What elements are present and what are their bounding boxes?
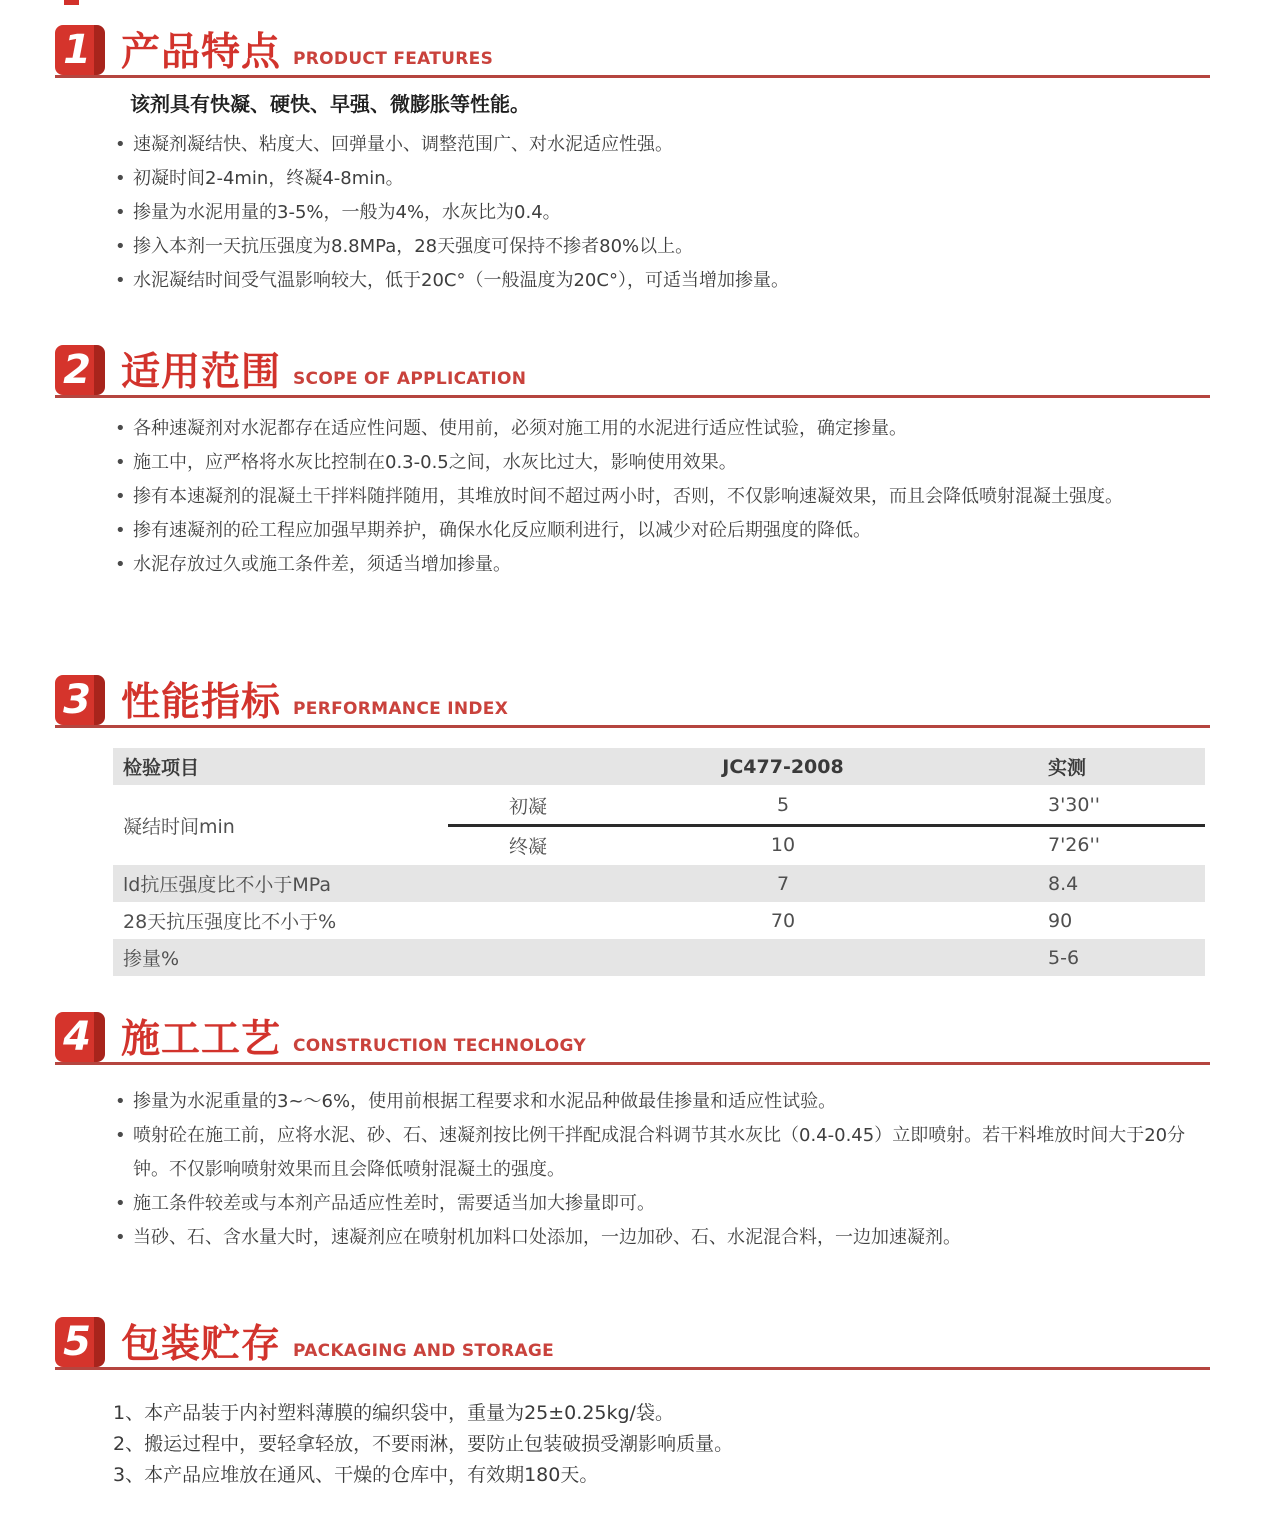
section-subtitle-en: SCOPE OF APPLICATION	[293, 369, 527, 389]
row-label: ld抗压强度比不小于MPa	[123, 874, 331, 896]
measured-value: 3'30''	[1048, 794, 1100, 816]
standard-value: 70	[770, 909, 796, 932]
standard-value: 7	[776, 872, 790, 895]
standard-value: 5	[776, 794, 790, 816]
table-row-dosage	[113, 939, 1205, 976]
measured-value: 8.4	[1048, 872, 1079, 895]
section-title: 产品特点	[121, 30, 282, 75]
construction-bullet-list	[55, 1085, 1210, 1255]
sub-label-initial-set: 初凝	[508, 795, 547, 818]
features-bullet-list	[55, 128, 1210, 298]
list-item: 1、本产品装于内衬塑料薄膜的编织袋中，重量为25±0.25kg/袋。	[113, 1402, 674, 1424]
bullet-item: • 速凝剂凝结快、粘度大、回弹量小、调整范围广、对水泥适应性强。	[133, 128, 1210, 162]
section-number-badge: 3	[55, 675, 105, 725]
row-label: 凝结时间min	[123, 815, 235, 838]
section-header	[55, 675, 1210, 728]
section-title: 适用范围	[121, 350, 282, 395]
row-label: 掺量%	[123, 948, 180, 970]
section-subtitle-en: PACKAGING AND STORAGE	[293, 1341, 555, 1361]
section-scope-of-application	[55, 345, 1210, 582]
section-header	[55, 1317, 1210, 1370]
section-title: 性能指标	[121, 680, 282, 725]
section-product-features	[55, 25, 1210, 298]
column-header-measured: 实测	[1048, 757, 1087, 779]
bullet-item: • 施工条件较差或与本剂产品适应性差时，需要适当加大掺量即可。	[133, 1187, 1210, 1221]
bullet-item: • 掺量为水泥用量的3-5%，一般为4%，水灰比为0.4。	[133, 196, 1210, 230]
section-header	[55, 25, 1210, 78]
bullet-item: • 施工中，应严格将水灰比控制在0.3-0.5之间，水灰比过大，影响使用效果。	[133, 446, 1210, 480]
measured-value: 7'26''	[1048, 834, 1100, 856]
table-row-setting-time	[113, 785, 1205, 865]
scope-bullet-list	[55, 412, 1210, 582]
packaging-numbered-list	[55, 1398, 1210, 1491]
list-item: 2、搬运过程中，要轻拿轻放，不要雨淋，要防止包装破损受潮影响质量。	[113, 1433, 734, 1455]
section-title: 包装贮存	[121, 1322, 282, 1367]
section-number-badge: 2	[55, 345, 105, 395]
standard-value: 10	[770, 834, 796, 856]
column-header-item: 检验项目	[123, 757, 200, 779]
setting-time-divider-line	[448, 824, 1205, 827]
bullet-item: • 掺入本剂一天抗压强度为8.8MPa，28天强度可保持不掺者80%以上。	[133, 230, 1210, 264]
bullet-item: • 各种速凝剂对水泥都存在适应性问题、使用前，必须对施工用的水泥进行适应性试验，确定掺量。	[133, 412, 1210, 446]
bullet-item: • 当砂、石、含水量大时，速凝剂应在喷射机加料口处添加，一边加砂、石、水泥混合料，一边加速凝剂。	[133, 1221, 1210, 1255]
bullet-item: • 水泥凝结时间受气温影响较大，低于20C°（一般温度为20C°），可适当增加掺量。	[133, 264, 1210, 298]
section-construction-technology	[55, 1012, 1210, 1255]
performance-table	[113, 748, 1205, 976]
sub-label-final-set: 终凝	[508, 835, 547, 858]
bullet-item: • 掺有本速凝剂的混凝土干拌料随拌随用，其堆放时间不超过两小时，否则，不仅影响速凝效果，而且会降低喷射混凝土强度。	[133, 480, 1210, 514]
section-performance-index	[55, 675, 1210, 976]
section-number-badge: 4	[55, 1012, 105, 1062]
section-subtitle-en: PERFORMANCE INDEX	[293, 699, 509, 719]
bullet-item: • 掺有速凝剂的砼工程应加强早期养护，确保水化反应顺利进行，以减少对砼后期强度的降低。	[133, 514, 1210, 548]
table-row-1d-strength	[113, 865, 1205, 902]
section-header	[55, 1012, 1210, 1065]
list-item: 3、本产品应堆放在通风、干燥的仓库中，有效期180天。	[113, 1464, 599, 1486]
section-packaging-storage	[55, 1317, 1210, 1491]
measured-value: 90	[1048, 909, 1073, 932]
table-row-28d-strength	[113, 902, 1205, 939]
section-number-badge: 1	[55, 25, 105, 75]
section-subtitle-en: PRODUCT FEATURES	[293, 49, 494, 69]
table-header-row	[113, 748, 1205, 785]
features-intro-line: 该剂具有快凝、硬快、早强、微膨胀等性能。	[130, 92, 530, 116]
section-subtitle-en: CONSTRUCTION TECHNOLOGY	[293, 1036, 586, 1056]
section-title: 施工工艺	[121, 1017, 282, 1062]
column-header-standard: JC477-2008	[722, 755, 844, 778]
bullet-item: • 水泥存放过久或施工条件差，须适当增加掺量。	[133, 548, 1210, 582]
bullet-item: • 初凝时间2-4min，终凝4-8min。	[133, 162, 1210, 196]
bullet-item: • 喷射砼在施工前，应将水泥、砂、石、速凝剂按比例干拌配成混合料调节其水灰比（0.4-0.45）立即喷射。若干料堆放时间大于20分钟。不仅影响喷射效果而且会降低喷射混凝土的强度。	[133, 1119, 1210, 1187]
measured-value: 5-6	[1048, 946, 1080, 969]
bullet-item: • 掺量为水泥重量的3~～6%，使用前根据工程要求和水泥品种做最佳掺量和适应性试验。	[133, 1085, 1210, 1119]
section-header	[55, 345, 1210, 398]
top-edge-red-mark	[64, 0, 79, 5]
section-number-badge: 5	[55, 1317, 105, 1367]
row-label: 28天抗压强度比不小于%	[123, 911, 337, 933]
